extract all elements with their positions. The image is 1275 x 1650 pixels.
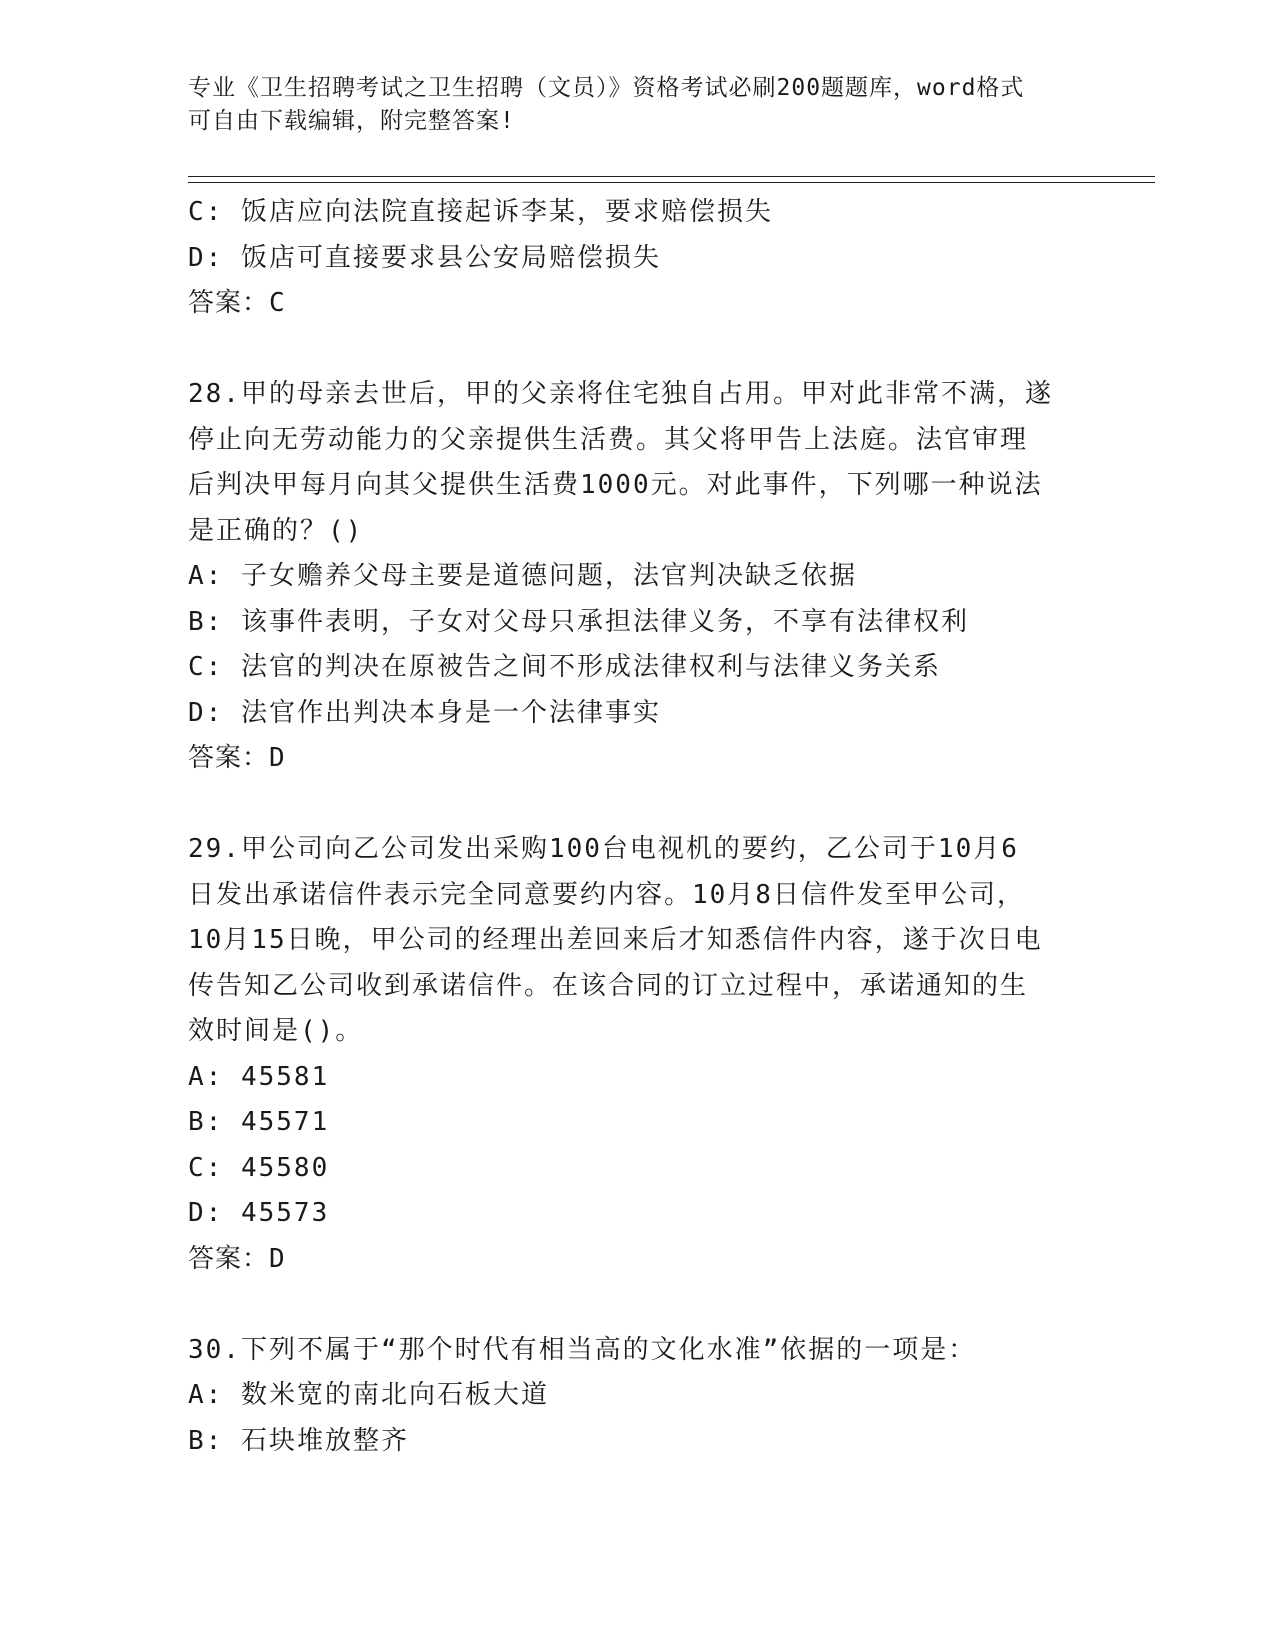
question-stem-line: 是正确的？(): [188, 515, 364, 546]
option-line: C: 法官的判决在原被告之间不形成法律权利与法律义务关系: [188, 652, 941, 682]
spacer: [188, 327, 1088, 373]
question-stem-line: 后判决甲每月向其父提供生活费1000元。对此事件，下列哪一种说法: [188, 470, 1043, 500]
question-stem-line: 传告知乙公司收到承诺信件。在该合同的订立过程中，承诺通知的生: [188, 970, 1029, 1001]
spacer: [188, 782, 1088, 828]
option-line: C: 45580: [188, 1152, 330, 1183]
header-divider: [188, 182, 1155, 183]
document-body: [188, 190, 1088, 1464]
question-stem-line: 日发出承诺信件表示完全同意要约内容。10月8日信件发至甲公司，: [188, 879, 1025, 910]
option-line: D: 法官作出判决本身是一个法律事实: [188, 697, 661, 728]
question-stem-line: 30.下列不属于“那个时代有相当高的文化水准”依据的一项是：: [188, 1334, 977, 1365]
spacer: [188, 1282, 1088, 1328]
header-line: 专业《卫生招聘考试之卫生招聘（文员）》资格考试必刷200题题库，word格式: [188, 75, 1025, 101]
question-stem-line: 停止向无劳动能力的父亲提供生活费。其父将甲告上法庭。法官审理: [188, 424, 1029, 455]
question-stem-line: 29.甲公司向乙公司发出采购100台电视机的要约，乙公司于10月6: [188, 834, 1019, 864]
document-header: [188, 72, 1068, 138]
option-line: B: 石块堆放整齐: [188, 1425, 409, 1456]
header-divider: [188, 176, 1155, 177]
header-line: 可自由下载编辑，附完整答案!: [188, 108, 515, 134]
answer-line: 答案：D: [188, 743, 286, 773]
option-line: D: 45573: [188, 1198, 330, 1228]
option-line: B: 45571: [188, 1107, 330, 1137]
option-line: A: 45581: [188, 1061, 330, 1092]
question-stem-line: 28.甲的母亲去世后，甲的父亲将住宅独自占用。甲对此非常不满，遂: [188, 379, 1053, 409]
answer-line: 答案：C: [188, 288, 286, 318]
answer-line: 答案：D: [188, 1243, 286, 1274]
question-stem-line: 效时间是()。: [188, 1016, 364, 1046]
option-line: A: 数米宽的南北向石板大道: [188, 1380, 549, 1410]
question-stem-line: 10月15日晚，甲公司的经理出差回来后才知悉信件内容，遂于次日电: [188, 925, 1043, 955]
option-line: C: 饭店应向法院直接起诉李某，要求赔偿损失: [188, 197, 773, 227]
option-line: A: 子女赡养父母主要是道德问题，法官判决缺乏依据: [188, 561, 857, 591]
option-line: B: 该事件表明，子女对父母只承担法律义务，不享有法律权利: [188, 606, 969, 637]
option-line: D: 饭店可直接要求县公安局赔偿损失: [188, 242, 661, 273]
